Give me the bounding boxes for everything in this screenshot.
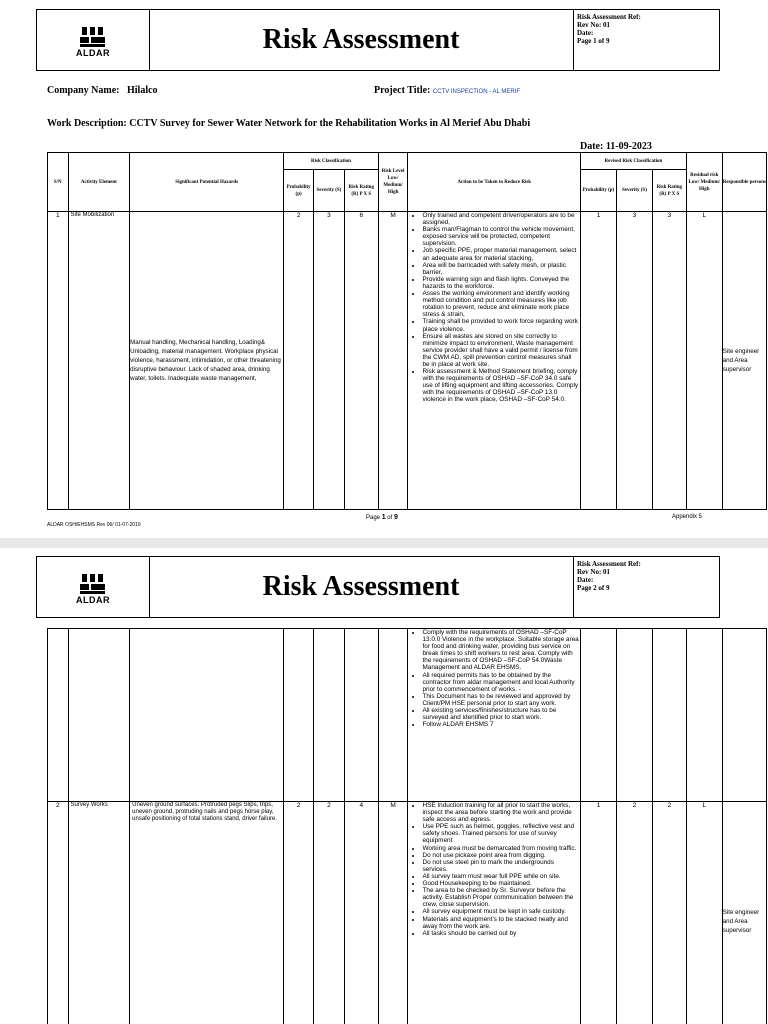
action-item: • Use PPE such as helmet, goggles, reflective vest and safety shoes. Trained persons for use of survey equipment [422, 823, 580, 844]
action-item: • Comply with the requirements of OSHAD –SF-CoP 13.0.0 Violence in the workplace. Suitable storage area for food and drinking water, providing bus service on break times to shift workers to rest area. Comply with the requirements of OSHAD –SF-CoP 54.0Waste Management and ALDAR EHSMS. [422, 629, 580, 672]
row-responsible: Site engineer and Area supervisor [722, 802, 766, 1024]
row-risk-rating: 6 [344, 212, 378, 510]
rev-label: Rev No: 01 [577, 568, 611, 576]
header-risk-rating: Risk Rating (R) P X S [344, 170, 378, 212]
footer-page-total: 9 [393, 514, 398, 521]
action-item: • All required permits has to be obtained by the contractor from aldar management and local Authority prior to commencement of works. - [422, 672, 580, 693]
action-item: • Only trained and competent driver/operators are to be assigned, [422, 212, 580, 226]
title-cell [149, 10, 574, 70]
reference-cell [573, 10, 719, 70]
logo-cell [37, 557, 150, 617]
row-risk-level: M [378, 212, 408, 510]
row-r-severity: 3 [616, 212, 652, 510]
row-r-rating: 2 [652, 802, 686, 1024]
row-sn: 2 [48, 802, 69, 1024]
title-cell [149, 557, 574, 617]
header-activity: Activity Element [68, 153, 130, 212]
row-actions [408, 212, 581, 510]
action-item: • This Document has to be reviewed and approved by Client/PM HSE personal prior to start any work. [422, 693, 580, 707]
work-value: CCTV Survey for Sewer Water Network for the Rehabilitation Works in Al Merief Abu Dhabi [129, 118, 531, 129]
action-item: • All tasks should be carried out by [422, 930, 580, 937]
footer-page-current: 1 [381, 514, 386, 521]
action-item: • Ensure all wastes are stored on site correctly to minimize impact to environment, Waste management service provider shall have a valid permit / license from the CWM AD, spill prevention control measures shall be in place at work site. [422, 333, 580, 368]
header-severity: Severity (S) [314, 170, 345, 212]
header-r-probability: Probability (p) [581, 170, 617, 212]
action-item: • Banks man/Flagman to control the vehicle movement, exposed service will be protected, competent supervision. [422, 226, 580, 247]
action-item: • Job specific PPE, proper material management, select an adequate area for material stacking, [422, 247, 580, 261]
ref-label: Risk Assessment Ref: [577, 13, 641, 21]
row-activity: Site Mobilization [68, 212, 130, 510]
header-r-severity: Severity (S) [616, 170, 652, 212]
rev-label: Rev No: 01 [577, 21, 611, 29]
row-actions [408, 802, 581, 1024]
risk-table [47, 152, 767, 510]
footer-page-number [366, 514, 398, 521]
row-risk-level: M [378, 802, 408, 1024]
page-header [36, 9, 720, 71]
header-probability: Probability (p) [284, 170, 314, 212]
header-hazards: Significant Potential Hazards [130, 153, 284, 212]
project-value: CCTV INSPECTION - AL MERIF [432, 89, 520, 95]
row-residual: L [686, 212, 722, 510]
row-probability: 2 [284, 802, 314, 1024]
action-item: • Do not use pickaxe point area from digging. [422, 852, 580, 859]
action-item: • Provide warning sign and flash lights. Conveyed the hazards to the workforce. [422, 276, 580, 290]
reference-cell [573, 557, 719, 617]
company-label: Company Name: [47, 85, 120, 96]
table-row [48, 212, 767, 510]
header-sn: S/N [48, 153, 69, 212]
assessment-date: Date: 11-09-2023 [580, 141, 652, 152]
action-item: • Follow ALDAR EHSMS 7 [422, 721, 580, 728]
row-severity: 2 [314, 802, 345, 1024]
project-title [374, 85, 520, 96]
row-r-probability: 1 [581, 802, 617, 1024]
date-label: Date: [577, 576, 594, 584]
action-item: • All existing services/finishes/structure has to be surveyed and identified prior to start work. [422, 707, 580, 721]
header-residual: Residual risk Low/ Medium/ High [686, 153, 722, 212]
header-revised-classification: Revised Risk Classification [581, 153, 687, 170]
action-item: • All survey team must wear full PPE while on site. [422, 873, 580, 880]
header-risk-classification: Risk Classification [284, 153, 378, 170]
footer-page-prefix: Page [366, 515, 381, 521]
footer-appendix: Appendix 5 [672, 514, 703, 520]
logo-cell [37, 10, 150, 70]
table-row [48, 802, 767, 1024]
header-r-rating: Risk Rating (R) P X S [652, 170, 686, 212]
action-item: • Asses the working environment and identify working method condition and put control measures like job rotation to prevent, reduce and eliminate work place stress & strain, [422, 290, 580, 318]
row-severity: 3 [314, 212, 345, 510]
action-item: • The area to be checked by Sr. Surveyor before the activity. Establish Proper communication between the crew, close supervision. [422, 887, 580, 908]
action-item: • HSE Induction training for all prior to start the works, inspect the area before starting the work and provide safe access and egress. [422, 802, 580, 823]
row-r-severity: 2 [616, 802, 652, 1024]
action-item: • Good Housekeeping to be maintained. [422, 880, 580, 887]
action-item: • Area will be barricaded with safety mesh, or plastic barrier, [422, 262, 580, 276]
document-title: Risk Assessment [262, 24, 460, 55]
document-title: Risk Assessment [262, 571, 460, 602]
header-action: Action to be Taken to Reduce Risk [408, 153, 581, 212]
row-risk-rating: 4 [344, 802, 378, 1024]
company-value: Hilalco [127, 85, 158, 96]
row-hazards: Manual handling, Mechanical handling, Loading& Unloading, material management. Workplace physical violence, harassment, intimidation, or other threatening disruptive behaviour. Lack of shaded area, drinking water, toilets. Inadequate waste management, [130, 212, 284, 510]
table-row-continued [48, 629, 767, 802]
row-r-rating: 3 [652, 212, 686, 510]
header-responsible: Responsible persons [722, 153, 766, 212]
footer-revision: ALDAR OSH/EHSMS Rev 06/ 01-07-2019 [47, 522, 141, 528]
company-name [47, 85, 158, 96]
action-item: • Risk assessment & Method Statement briefing, comply with the requirements of OSHAD –SF-CoP 34.0 safe use of lifting equipment and lifting accessories. Comply with the requirements of OSHAD –SF-CoP 13.0 violence in the work place, OSHAD –SF-CoP 54.0. [422, 368, 580, 403]
ref-label: Risk Assessment Ref: [577, 560, 641, 568]
footer-page-of: of [387, 515, 393, 521]
work-description [47, 118, 530, 129]
risk-table-continued [47, 628, 767, 1024]
row-probability: 2 [284, 212, 314, 510]
logo-text: ALDAR [76, 595, 110, 605]
row-actions [408, 629, 581, 802]
page-label: Page 2 of 9 [577, 584, 610, 592]
work-label: Work Description: [47, 118, 127, 129]
action-item: • Working area must be demarcated from moving traffic. [422, 845, 580, 852]
action-item: • All survey equipment must be kept in safe custody. [422, 908, 580, 915]
row-responsible: Site engineer and Area supervisor [722, 212, 766, 510]
action-item: • Materials and equipment's to be stacked neatly and away from the work are. [422, 916, 580, 930]
row-hazards: Uneven ground surfaces. Protruded pegs Slips, trips, uneven ground, protruding nails and pegs horse play, unsafe positioning of total stations stand, driver failure. [130, 802, 284, 1024]
header-risk-level: Risk Level Low/ Medium/ High [378, 153, 408, 212]
action-item: • Do not use steel pin to mark the undergrounds services. [422, 859, 580, 873]
logo-text: ALDAR [76, 48, 110, 58]
date-label: Date: [577, 29, 594, 37]
page-header [36, 556, 720, 618]
page-label: Page 1 of 9 [577, 37, 610, 45]
action-item: • Training shall be provided to work force regarding work place violence. [422, 318, 580, 332]
row-r-probability: 1 [581, 212, 617, 510]
row-residual: L [686, 802, 722, 1024]
page-2 [0, 548, 768, 1024]
project-label: Project Title: [374, 85, 431, 96]
row-sn: 1 [48, 212, 69, 510]
row-activity: Survey Works [68, 802, 130, 1024]
